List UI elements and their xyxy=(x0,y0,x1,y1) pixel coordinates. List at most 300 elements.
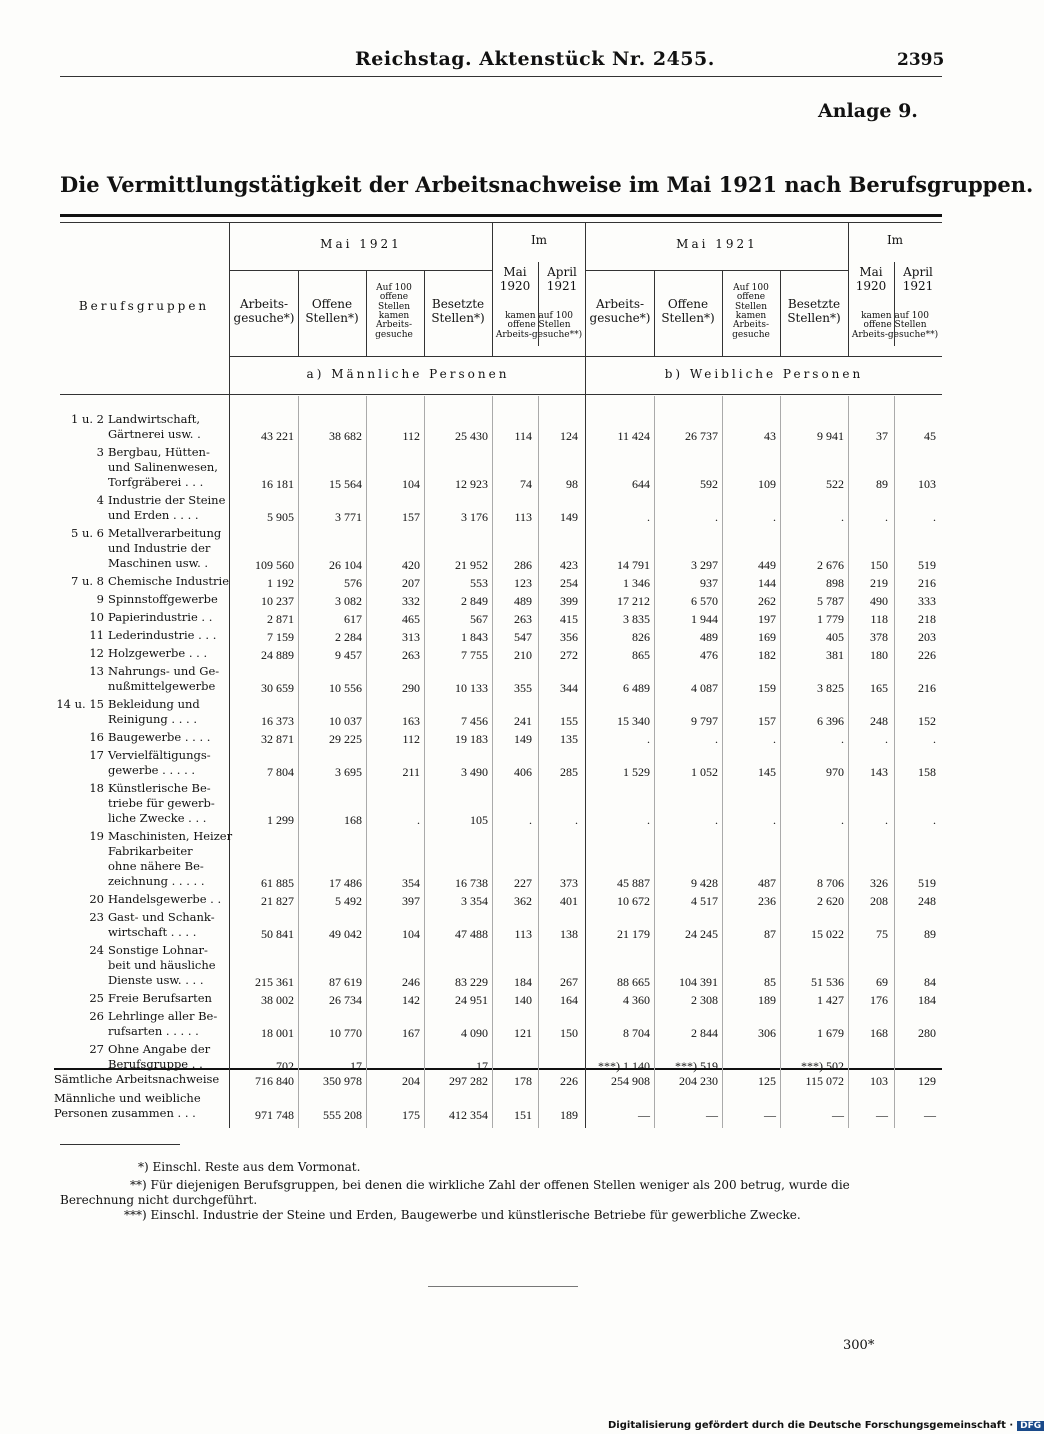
row-number: 7 u. 8 xyxy=(70,574,104,588)
table-cell: 4 360 xyxy=(623,993,650,1007)
table-cell: 489 xyxy=(700,630,718,644)
table-cell: 10 770 xyxy=(329,1026,362,1040)
table-cell: 43 221 xyxy=(261,429,294,443)
row-text: gewerbe . . . . . xyxy=(108,763,196,777)
row-text: und Industrie der xyxy=(108,541,211,555)
annex-label: Anlage 9. xyxy=(818,100,918,122)
table-cell: 254 908 xyxy=(611,1074,650,1088)
table-cell: 567 xyxy=(470,612,488,626)
rule xyxy=(538,262,539,346)
row-number xyxy=(54,508,108,523)
table-cell: 103 xyxy=(870,1074,888,1088)
row-number xyxy=(54,925,108,940)
row-text: Berufsgruppe . . xyxy=(108,1057,203,1071)
table-cell: 84 xyxy=(924,975,936,989)
table-cell: 9 797 xyxy=(691,714,718,728)
footnote-1: *) Einschl. Reste aus dem Vormonat. xyxy=(138,1160,361,1174)
table-cell: 151 xyxy=(514,1108,532,1122)
row-label xyxy=(54,991,226,1006)
table-cell: 123 xyxy=(514,576,532,590)
table-cell: 169 xyxy=(758,630,776,644)
table-cell: 45 887 xyxy=(617,876,650,890)
header-im-women: Im xyxy=(886,233,904,248)
table-cell: . xyxy=(417,813,420,827)
table-cell: 145 xyxy=(758,765,776,779)
row-label xyxy=(54,664,226,694)
header-offene-stellen-women: Offene Stellen*) xyxy=(661,297,715,325)
table-cell: 211 xyxy=(402,765,420,779)
table-cell: 88 665 xyxy=(617,975,650,989)
table-cell: 970 xyxy=(826,765,844,779)
table-cell: 204 230 xyxy=(679,1074,718,1088)
row-label xyxy=(54,592,226,607)
table-cell: 10 133 xyxy=(455,681,488,695)
row-text: Bekleidung und xyxy=(108,697,200,711)
table-cell: 45 xyxy=(924,429,936,443)
row-label xyxy=(54,748,226,778)
header-arbeitsgesuche-women: Arbeits-gesuche*) xyxy=(589,297,651,325)
table-cell: 17 212 xyxy=(617,594,650,608)
table-cell: 168 xyxy=(870,1026,888,1040)
table-cell: 143 xyxy=(870,765,888,779)
table-cell: . xyxy=(933,732,936,746)
total-row-label xyxy=(54,1072,230,1087)
table-cell: 10 037 xyxy=(329,714,362,728)
table-cell: 326 xyxy=(870,876,888,890)
table-cell: 333 xyxy=(918,594,936,608)
footnote-2-cont: Berechnung nicht durchgeführt. xyxy=(60,1193,258,1207)
table-cell: 6 396 xyxy=(817,714,844,728)
table-cell: — xyxy=(638,1108,650,1122)
row-text: Fabrikarbeiter xyxy=(108,844,193,858)
row-number xyxy=(54,556,108,571)
table-cell: 11 424 xyxy=(617,429,650,443)
table-cell: 216 xyxy=(918,576,936,590)
table-cell: 37 xyxy=(876,429,888,443)
table-cell: 85 xyxy=(764,975,776,989)
table-cell: 175 xyxy=(402,1108,420,1122)
table-cell: 38 002 xyxy=(261,993,294,1007)
rule xyxy=(230,356,942,357)
table-cell: 178 xyxy=(514,1074,532,1088)
table-cell: 38 682 xyxy=(329,429,362,443)
table-cell: 89 xyxy=(924,927,936,941)
row-label xyxy=(54,781,226,826)
table-cell: 83 229 xyxy=(455,975,488,989)
row-number xyxy=(54,475,108,490)
row-label xyxy=(54,526,226,571)
footnote-2: **) Für diejenigen Berufsgruppen, bei denen die wirkliche Zahl der offenen Stellen weniger als 200 betrug, wurde die xyxy=(130,1178,850,1192)
table-cell: 248 xyxy=(870,714,888,728)
table-cell: ***) 502 xyxy=(801,1059,844,1073)
table-cell: 115 072 xyxy=(805,1074,844,1088)
row-text: und Salinenwesen, xyxy=(108,460,218,474)
row-text: Torfgräberei . . . xyxy=(108,475,204,489)
header-mai-1921-women: Mai 1921 xyxy=(676,237,758,252)
row-text: Reinigung . . . . xyxy=(108,712,198,726)
table-cell: 297 282 xyxy=(449,1074,488,1088)
table-cell: 26 737 xyxy=(685,429,718,443)
table-cell: 157 xyxy=(402,510,420,524)
row-label xyxy=(54,493,226,523)
row-number xyxy=(54,874,108,889)
row-text: Männliche und weibliche xyxy=(54,1091,201,1105)
rule xyxy=(366,270,367,356)
table-cell: 2 284 xyxy=(335,630,362,644)
row-label xyxy=(54,892,226,907)
rule xyxy=(60,394,942,395)
table-cell: 3 825 xyxy=(817,681,844,695)
table-cell: 104 xyxy=(402,927,420,941)
row-label xyxy=(54,829,233,889)
rule xyxy=(538,396,539,1128)
table-cell: . xyxy=(529,813,532,827)
row-text: Künstlerische Be- xyxy=(108,781,211,795)
row-number: 13 xyxy=(89,664,104,678)
table-cell: 87 619 xyxy=(329,975,362,989)
row-label xyxy=(54,646,226,661)
row-text: zeichnung . . . . . xyxy=(108,874,205,888)
row-label xyxy=(54,574,230,589)
table-cell: 24 889 xyxy=(261,648,294,662)
header-arbeitsgesuche-men: Arbeits-gesuche*) xyxy=(233,297,295,325)
row-number xyxy=(54,973,108,988)
row-text: Ohne Angabe der xyxy=(108,1042,211,1056)
table-cell: 865 xyxy=(632,648,650,662)
table-cell: 547 xyxy=(514,630,532,644)
title-rule xyxy=(60,214,942,217)
row-number: 17 xyxy=(89,748,104,762)
table-cell: 15 022 xyxy=(811,927,844,941)
table-cell: 8 704 xyxy=(623,1026,650,1040)
table-cell: 1 944 xyxy=(691,612,718,626)
row-number xyxy=(54,1024,108,1039)
table-cell: . xyxy=(647,732,650,746)
table-cell: — xyxy=(924,1108,936,1122)
table-cell: 25 430 xyxy=(455,429,488,443)
table-cell: 14 791 xyxy=(617,558,650,572)
table-cell: . xyxy=(575,813,578,827)
table-cell: 140 xyxy=(514,993,532,1007)
header-besetzte-stellen-women: Besetzte Stellen*) xyxy=(787,297,841,325)
row-text: rufsarten . . . . . xyxy=(108,1024,199,1038)
rule xyxy=(654,396,655,1128)
table-cell: 226 xyxy=(560,1074,578,1088)
table-cell: 124 xyxy=(560,429,578,443)
table-cell: 898 xyxy=(826,576,844,590)
table-cell: . xyxy=(647,510,650,524)
row-number: 12 xyxy=(89,646,104,660)
table-cell: 1 679 xyxy=(817,1026,844,1040)
rule xyxy=(492,396,493,1128)
table-cell: 1 529 xyxy=(623,765,650,779)
rule xyxy=(424,396,425,1128)
rule xyxy=(848,222,849,356)
table-cell: 280 xyxy=(918,1026,936,1040)
table-cell: 1 052 xyxy=(691,765,718,779)
table-cell: 17 486 xyxy=(329,876,362,890)
row-number xyxy=(54,679,108,694)
table-cell: 17 xyxy=(476,1059,488,1073)
table-cell: 241 xyxy=(514,714,532,728)
table-cell: 3 490 xyxy=(461,765,488,779)
table-cell: 401 xyxy=(560,894,578,908)
rule xyxy=(780,396,781,1128)
table-cell: 332 xyxy=(402,594,420,608)
table-cell: 254 xyxy=(560,576,578,590)
row-label xyxy=(54,610,226,625)
table-cell: ***) 519 xyxy=(675,1059,718,1073)
table-cell: 7 159 xyxy=(267,630,294,644)
row-number: 26 xyxy=(89,1009,104,1023)
table-cell: 155 xyxy=(560,714,578,728)
section-male: a) Männliche Personen xyxy=(306,367,510,382)
rule xyxy=(586,270,848,271)
table-cell: . xyxy=(885,732,888,746)
table-cell: 164 xyxy=(560,993,578,1007)
table-cell: 2 676 xyxy=(817,558,844,572)
table-cell: 555 208 xyxy=(323,1108,362,1122)
table-cell: 15 340 xyxy=(617,714,650,728)
table-cell: . xyxy=(885,1059,888,1073)
table-cell: 1 192 xyxy=(267,576,294,590)
table-cell: 6 489 xyxy=(623,681,650,695)
table-cell: 248 xyxy=(918,894,936,908)
table-cell: . xyxy=(773,1059,776,1073)
header-besetzte-stellen-men: Besetzte Stellen*) xyxy=(431,297,485,325)
row-text: Lehrlinge aller Be- xyxy=(108,1009,218,1023)
table-cell: 356 xyxy=(560,630,578,644)
table-cell: 103 xyxy=(918,477,936,491)
table-cell: 3 771 xyxy=(335,510,362,524)
row-text: Bergbau, Hütten- xyxy=(108,445,210,459)
table-cell: 3 176 xyxy=(461,510,488,524)
table-cell: 168 xyxy=(344,813,362,827)
row-number xyxy=(54,460,108,475)
table-cell: 180 xyxy=(870,648,888,662)
table-cell: 355 xyxy=(514,681,532,695)
table-cell: 32 871 xyxy=(261,732,294,746)
table-cell: 1 427 xyxy=(817,993,844,1007)
table-cell: . xyxy=(417,1059,420,1073)
table-cell: 10 672 xyxy=(617,894,650,908)
table-cell: 158 xyxy=(918,765,936,779)
table-cell: 163 xyxy=(402,714,420,728)
table-cell: 29 225 xyxy=(329,732,362,746)
table-cell: 3 835 xyxy=(623,612,650,626)
table-cell: 98 xyxy=(566,477,578,491)
table-cell: 150 xyxy=(870,558,888,572)
table-cell: 6 570 xyxy=(691,594,718,608)
table-cell: 1 299 xyxy=(267,813,294,827)
table-cell: 415 xyxy=(560,612,578,626)
row-number xyxy=(54,712,108,727)
table-cell: 971 748 xyxy=(255,1108,294,1122)
rule xyxy=(492,222,493,356)
row-number xyxy=(54,811,108,826)
footnote-3: ***) Einschl. Industrie der Steine und Erden, Baugewerbe und künstlerische Betriebe für gewerbliche Zwecke. xyxy=(124,1208,801,1222)
table-cell: 47 488 xyxy=(455,927,488,941)
row-number xyxy=(54,763,108,778)
row-number: 20 xyxy=(89,892,104,906)
table-cell: 226 xyxy=(918,648,936,662)
table-cell: . xyxy=(933,510,936,524)
header-april-1921-men: April 1921 xyxy=(546,265,578,293)
rule xyxy=(366,396,367,1128)
table-cell: 465 xyxy=(402,612,420,626)
row-text: Vervielfältigungs- xyxy=(108,748,211,762)
row-number xyxy=(54,541,108,556)
page-number: 2395 xyxy=(897,50,945,70)
table-cell: 219 xyxy=(870,576,888,590)
row-text: Freie Berufsarten xyxy=(108,991,212,1005)
table-cell: 313 xyxy=(402,630,420,644)
table-cell: 3 297 xyxy=(691,558,718,572)
table-cell: . xyxy=(575,1059,578,1073)
table-cell: 423 xyxy=(560,558,578,572)
table-cell: 405 xyxy=(826,630,844,644)
row-text: Landwirtschaft, xyxy=(108,412,201,426)
table-cell: 138 xyxy=(560,927,578,941)
row-label xyxy=(54,697,226,727)
table-cell: 197 xyxy=(758,612,776,626)
table-cell: . xyxy=(529,1059,532,1073)
row-text: Baugewerbe . . . . xyxy=(108,730,211,744)
table-cell: 75 xyxy=(876,927,888,941)
dfg-logo-icon: DFG xyxy=(1017,1421,1044,1431)
table-cell: 576 xyxy=(344,576,362,590)
table-cell: 381 xyxy=(826,648,844,662)
table-cell: 21 952 xyxy=(455,558,488,572)
table-cell: 306 xyxy=(758,1026,776,1040)
row-label xyxy=(54,628,226,643)
dfg-credit xyxy=(608,1420,1044,1431)
page-header-title: Reichstag. Aktenstück Nr. 2455. xyxy=(355,48,715,70)
row-label xyxy=(54,910,226,940)
signature-mark: 300* xyxy=(843,1338,875,1353)
row-text: liche Zwecke . . . xyxy=(108,811,207,825)
table-cell: 5 787 xyxy=(817,594,844,608)
table-cell: 165 xyxy=(870,681,888,695)
table-cell: 4 090 xyxy=(461,1026,488,1040)
section-female: b) Weibliche Personen xyxy=(664,367,864,382)
table-cell: 937 xyxy=(700,576,718,590)
table-cell: 290 xyxy=(402,681,420,695)
table-cell: 18 001 xyxy=(261,1026,294,1040)
dfg-text: Digitalisierung gefördert durch die Deutsche Forschungsgemeinschaft · xyxy=(608,1420,1014,1431)
table-cell: 1 843 xyxy=(461,630,488,644)
row-number: 10 xyxy=(89,610,104,624)
table-cell: 420 xyxy=(402,558,420,572)
rule xyxy=(654,270,655,356)
table-cell: 553 xyxy=(470,576,488,590)
table-cell: 7 456 xyxy=(461,714,488,728)
table-cell: 362 xyxy=(514,894,532,908)
table-cell: 150 xyxy=(560,1026,578,1040)
table-cell: 129 xyxy=(918,1074,936,1088)
table-cell: 159 xyxy=(758,681,776,695)
table-cell: 210 xyxy=(514,648,532,662)
table-cell: 10 556 xyxy=(329,681,362,695)
table-cell: 182 xyxy=(758,648,776,662)
table-cell: 113 xyxy=(514,927,532,941)
table-cell: 15 564 xyxy=(329,477,362,491)
table-cell: . xyxy=(715,510,718,524)
table-cell: 350 978 xyxy=(323,1074,362,1088)
table-cell: 204 xyxy=(402,1074,420,1088)
table-cell: 262 xyxy=(758,594,776,608)
table-cell: . xyxy=(885,510,888,524)
table-cell: 24 951 xyxy=(455,993,488,1007)
table-cell: 184 xyxy=(918,993,936,1007)
table-cell: 184 xyxy=(514,975,532,989)
row-number: 19 xyxy=(89,829,104,843)
table-cell: 5 905 xyxy=(267,510,294,524)
row-label xyxy=(54,412,226,442)
end-rule xyxy=(428,1286,578,1287)
table-cell: — xyxy=(764,1108,776,1122)
row-label xyxy=(54,730,226,745)
table-cell: 2 308 xyxy=(691,993,718,1007)
table-cell: 246 xyxy=(402,975,420,989)
row-number xyxy=(54,844,108,859)
table-cell: 24 245 xyxy=(685,927,718,941)
table-cell: 2 844 xyxy=(691,1026,718,1040)
table-cell: 412 354 xyxy=(449,1108,488,1122)
row-label xyxy=(54,1042,226,1072)
table-cell: — xyxy=(706,1108,718,1122)
table-cell: 5 492 xyxy=(335,894,362,908)
table-cell: 522 xyxy=(826,477,844,491)
table-cell: 17 xyxy=(350,1059,362,1073)
table-cell: 16 181 xyxy=(261,477,294,491)
table-cell: 189 xyxy=(560,1108,578,1122)
row-text: Metallverarbeitung xyxy=(108,526,222,540)
table-cell: 152 xyxy=(918,714,936,728)
table-cell: 167 xyxy=(402,1026,420,1040)
rule xyxy=(230,270,492,271)
header-kamen-women: kamen auf 100 offene Stellen Arbeits-gesuche**) xyxy=(851,310,939,340)
header-mai-1921-men: Mai 1921 xyxy=(320,237,402,252)
table-cell: 16 373 xyxy=(261,714,294,728)
table-cell: 272 xyxy=(560,648,578,662)
table-cell: 7 804 xyxy=(267,765,294,779)
table-cell: 399 xyxy=(560,594,578,608)
table-cell: 176 xyxy=(870,993,888,1007)
table-cell: 149 xyxy=(560,510,578,524)
rule xyxy=(298,396,299,1128)
table-cell: 208 xyxy=(870,894,888,908)
table-cell: 227 xyxy=(514,876,532,890)
document-title: Die Vermittlungstätigkeit der Arbeitsnachweise im Mai 1921 nach Berufsgruppen. xyxy=(60,172,1034,197)
header-mai-1920-women: Mai 1920 xyxy=(855,265,887,293)
table-cell: 207 xyxy=(402,576,420,590)
table-cell: 26 104 xyxy=(329,558,362,572)
table-cell: 105 xyxy=(470,813,488,827)
table-cell: . xyxy=(715,732,718,746)
row-text: Chemische Industrie xyxy=(108,574,230,588)
rule xyxy=(298,270,299,356)
table-cell: 716 840 xyxy=(255,1074,294,1088)
row-number: 9 xyxy=(96,592,104,606)
table-cell: . xyxy=(841,813,844,827)
table-cell: 519 xyxy=(918,558,936,572)
rule xyxy=(894,262,895,346)
table-cell: 617 xyxy=(344,612,362,626)
row-text: und Erden . . . . xyxy=(108,508,199,522)
table-cell: 215 361 xyxy=(255,975,294,989)
row-text: Gast- und Schank- xyxy=(108,910,215,924)
